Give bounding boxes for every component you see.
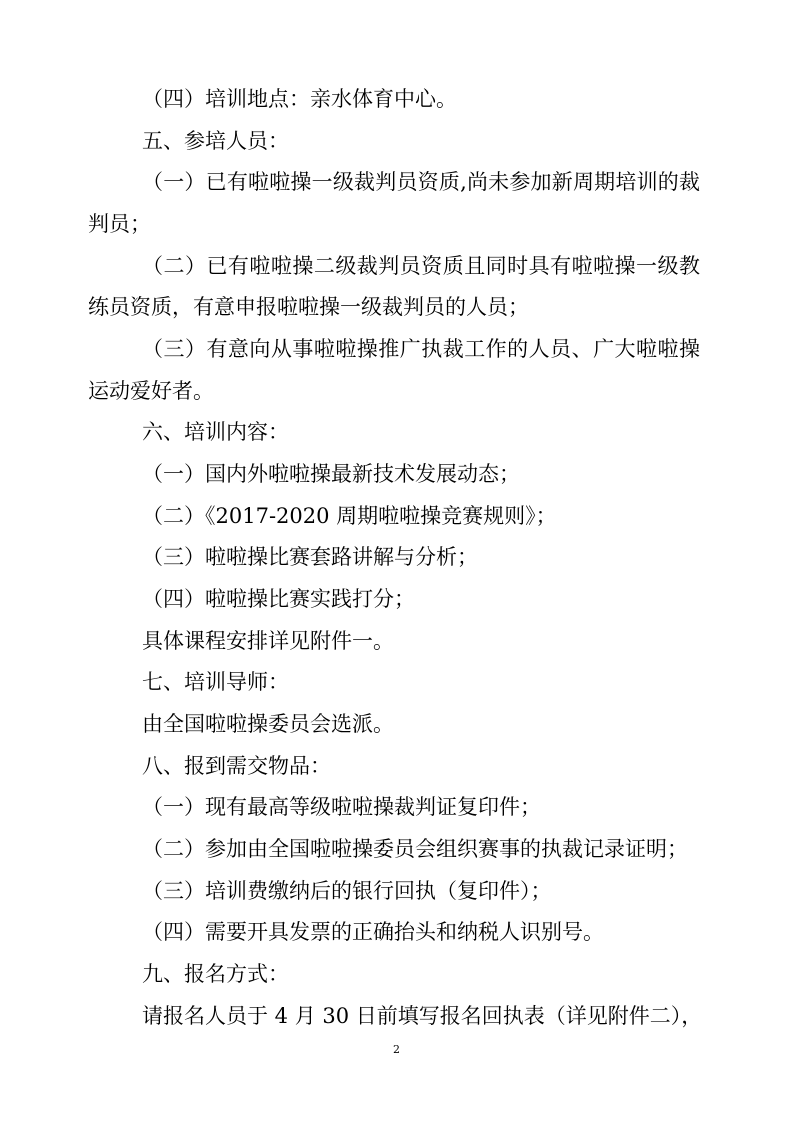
list-item-required-1: （一）现有最高等级啦啦操裁判证复印件； bbox=[142, 795, 541, 820]
section-heading-registration: 九、报名方式： bbox=[142, 962, 289, 987]
list-item-participants-2: （二）已有啦啦操二级裁判员资质且同时具有啦啦操一级教 bbox=[142, 253, 700, 278]
list-item-required-2: （二）参加由全国啦啦操委员会组织赛事的执裁记录证明； bbox=[142, 837, 688, 862]
registration-text: 请报名人员于 4 月 30 日前填写报名回执表（详见附件二）， bbox=[142, 1003, 703, 1028]
list-item-participants-3-continued: 运动爱好者。 bbox=[88, 378, 214, 403]
list-item-content-2: （二）《2017-2020 周期啦啦操竞赛规则》； bbox=[142, 503, 557, 528]
list-item-participants-1: （一）已有啦啦操一级裁判员资质,尚未参加新周期培训的裁 bbox=[142, 170, 700, 195]
list-item-required-4: （四）需要开具发票的正确抬头和纳税人识别号。 bbox=[142, 920, 604, 945]
list-item-content-4: （四）啦啦操比赛实践打分； bbox=[142, 587, 415, 612]
list-item-participants-1-continued: 判员； bbox=[88, 212, 151, 237]
page-number: 2 bbox=[393, 1043, 400, 1056]
list-item-training-location: （四）培训地点：亲水体育中心。 bbox=[142, 87, 457, 111]
section-heading-training-content: 六、培训内容： bbox=[142, 420, 289, 445]
section-heading-instructors: 七、培训导师： bbox=[142, 670, 289, 695]
list-item-content-3: （三）啦啦操比赛套路讲解与分析； bbox=[142, 545, 478, 570]
section-heading-participants: 五、参培人员： bbox=[142, 128, 289, 153]
section-heading-required-items: 八、报到需交物品： bbox=[142, 753, 331, 778]
list-item-participants-2-continued: 练员资质，有意申报啦啦操一级裁判员的人员； bbox=[88, 295, 529, 320]
document-body bbox=[0, 79, 793, 1037]
list-item-content-1: （一）国内外啦啦操最新技术发展动态； bbox=[142, 462, 520, 487]
list-item-participants-3: （三）有意向从事啦啦操推广执裁工作的人员、广大啦啦操 bbox=[142, 337, 700, 362]
list-item-required-3: （三）培训费缴纳后的银行回执（复印件）； bbox=[142, 878, 552, 903]
schedule-note: 具体课程安排详见附件一。 bbox=[142, 628, 394, 653]
instructors-text: 由全国啦啦操委员会选派。 bbox=[142, 712, 394, 737]
